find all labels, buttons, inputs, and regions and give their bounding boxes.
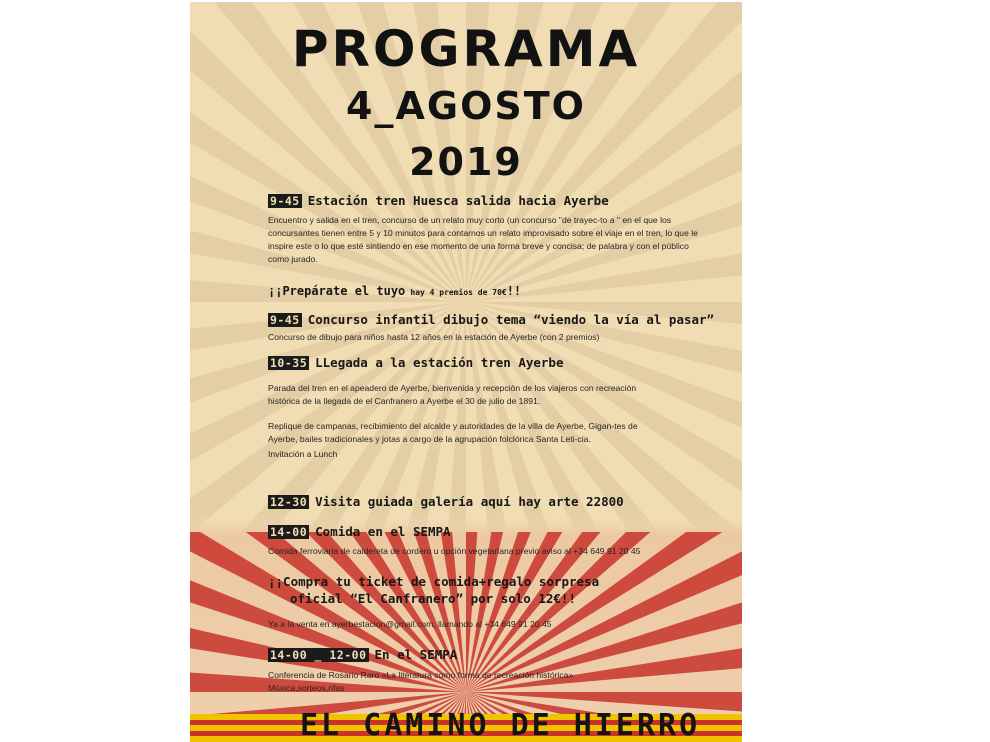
event-time-badge: 9-45 [270,312,300,327]
event-description-2: Replique de campanas, recibimiento del alcalde y autoridades de la villa de Ayerbe, Gigan-tes de Ayerbe, bailes tradicionales y jotas a cargo de la agrupación folclórica Santa Leti-cia. [268,421,638,444]
event-drawing-contest [268,312,715,344]
event-description: Parada del tren en el apeadero de Ayerbe, bienvenida y recepción de los viajeros con recreación histórica de la llegada de el Canfranero a Ayerbe el 30 de julio de 1891. [268,383,637,406]
event-description: Conferencia de Rosario Raro «La literatura como forma de recreación histórica» [268,670,574,680]
title-date: 4_AGOSTO [346,84,586,128]
promo-ticket-line1: ¡¡Compra tu ticket de comida+regalo sorpresa [268,574,600,589]
promo-ticket [268,574,708,631]
event-description-3: Invitación a Lunch [268,449,338,459]
promo-exclaim: !! [506,284,522,298]
event-gallery-visit [268,494,708,509]
event-train-departure [268,193,708,266]
event-conference [268,647,708,695]
event-time-badge: 14-00 [270,524,308,539]
event-description-2: Música,sorteos,rifas [268,683,345,693]
promo-prizes-note: hay 4 premios de 70€ [410,288,507,297]
event-description: Concurso de dibujo para niños hasta 12 años en la estación de Ayerbe (con 2 premios) [268,332,600,342]
poster [190,2,742,742]
event-title: Concurso infantil dibujo tema “viendo la vía al pasar” [307,312,715,327]
promo-ticket-line2: oficial “El Canfranero” por solo 12€!! [290,591,576,606]
event-heading [268,355,708,370]
promo-prizes [268,280,708,299]
event-title: Estación tren Huesca salida hacia Ayerbe [307,193,609,208]
event-title: LLegada a la estación tren Ayerbe [315,355,564,370]
title-year: 2019 [409,140,523,184]
event-lunch [268,524,708,558]
event-title: En el SEMPA [374,647,458,662]
promo-ticket-sales: Ya a la venta en ayerbestacion@gmail.com, llamando al +34 649 91 20 45 [268,619,552,629]
footer-title: EL CAMINO DE HIERRO [300,708,701,742]
event-heading [268,312,715,327]
event-heading [268,524,708,539]
title-programa: PROGRAMA [291,20,641,78]
promo-prepare: ¡¡Prepárate el tuyo [268,284,406,298]
event-arrival-ayerbe [268,355,708,461]
event-heading [268,193,708,208]
event-time-badge: 12-30 [270,494,308,509]
event-time-badge: 10-35 [270,355,308,370]
event-description: Comida ferroviaria de caldereta de cordero u opción vegetariana previo aviso al +34 649 91 20 45 [268,546,641,556]
event-heading [268,494,708,509]
event-description: Encuentro y salida en el tren, concurso de un relato muy corto (un concurso "de trayec-to a " en el que los concursantes tienen entre 5 y 10 minutos para contarnos un relato improvisado sobre el viaje en el tren, lo que le inspire este o lo que esté sintiendo en ese momento de una forma breve y concisa; de palabra y con el público como jurado. [268,215,698,264]
event-title: Visita guiada galería aquí hay arte 22800 [315,494,624,509]
event-time-badge: 14-00 _ 12-00 [270,647,367,662]
event-title: Comida en el SEMPA [315,524,451,539]
event-time-badge: 9-45 [270,193,300,208]
event-heading [268,647,708,662]
